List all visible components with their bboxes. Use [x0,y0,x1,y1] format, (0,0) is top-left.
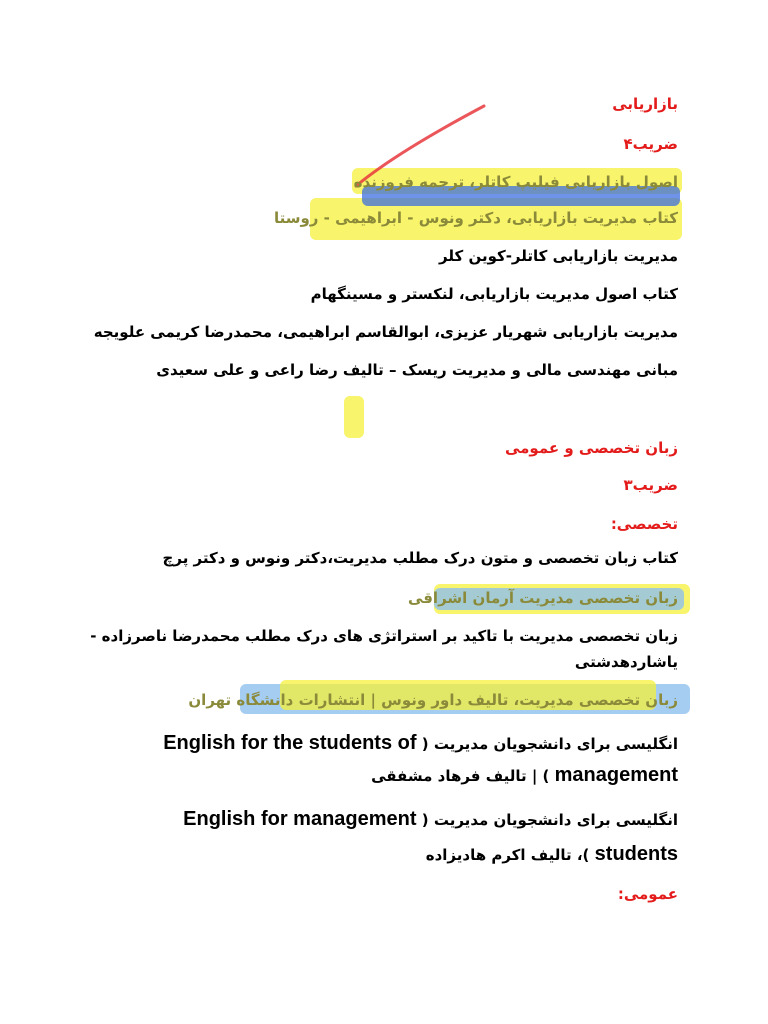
book-item: مدیریت بازاریابی شهریار عزیزی، ابوالقاسم ابراهیمی، محمدرضا کریمی علویجه [93,323,678,341]
book-item: اصول بازاریابی فیلیپ کاتلر، ترجمه فروزنده [353,173,678,191]
book-item-continuation: یاشاردهدشتی [574,653,678,671]
book-item: زبان تخصصی مدیریت با تاکید بر استراتژی های درک مطلب محمدرضا ناصرزاده - [90,627,678,645]
english-book-2-line-1 [183,808,678,831]
book-item: مدیریت بازاریابی کاتلر-کوین کلر [439,247,678,265]
english-book-1-en-cont: management [554,764,678,786]
book-item: کتاب اصول مدیریت بازاریابی، لنکستر و مسینگهام [310,285,678,303]
coefficient-language: ضریب۳ [623,476,678,494]
english-book-1-line-2 [371,764,678,787]
english-book-2-en-cont: students [594,843,678,865]
coefficient-marketing: ضریب۴ [623,135,678,153]
english-book-2-line-2 [426,843,678,866]
book-item: زبان تخصصی مدیریت، تالیف داور ونوس | انتشارات دانشگاه تهران [188,691,678,709]
book-item: کتاب مدیریت بازاریابی، دکتر ونوس - ابراهیمی - روستا [273,209,678,227]
subheading-specialized: تخصصی: [610,515,678,533]
highlight-dot-mark [344,396,364,438]
book-item: مبانی مهندسی مالی و مدیریت ریسک – تالیف رضا راعی و علی سعیدی [156,361,678,379]
english-book-2-en-title: English for management [183,808,417,830]
english-book-1-en-title: English for the students of [163,732,417,754]
section-title-language: زبان تخصصی و عمومی [504,439,678,457]
english-book-1-fa-suffix: ) | تالیف فرهاد مشفقی [371,767,550,785]
subheading-general: عمومی: [617,885,678,903]
section-title-marketing: بازاریابی [612,95,678,113]
english-book-2-fa-prefix: انگلیسی برای دانشجویان مدیریت ( [421,811,678,829]
book-item: کتاب زبان تخصصی و متون درک مطلب مدیریت،دکتر ونوس و دکتر پرچ [162,549,678,567]
english-book-2-fa-suffix: )، تالیف اکرم هادیزاده [425,846,590,864]
book-item: زبان تخصصی مدیریت آرمان اشراقی [407,589,678,607]
english-book-1-fa-prefix: انگلیسی برای دانشجویان مدیریت ( [421,735,678,753]
english-book-1-line-1 [163,732,678,755]
